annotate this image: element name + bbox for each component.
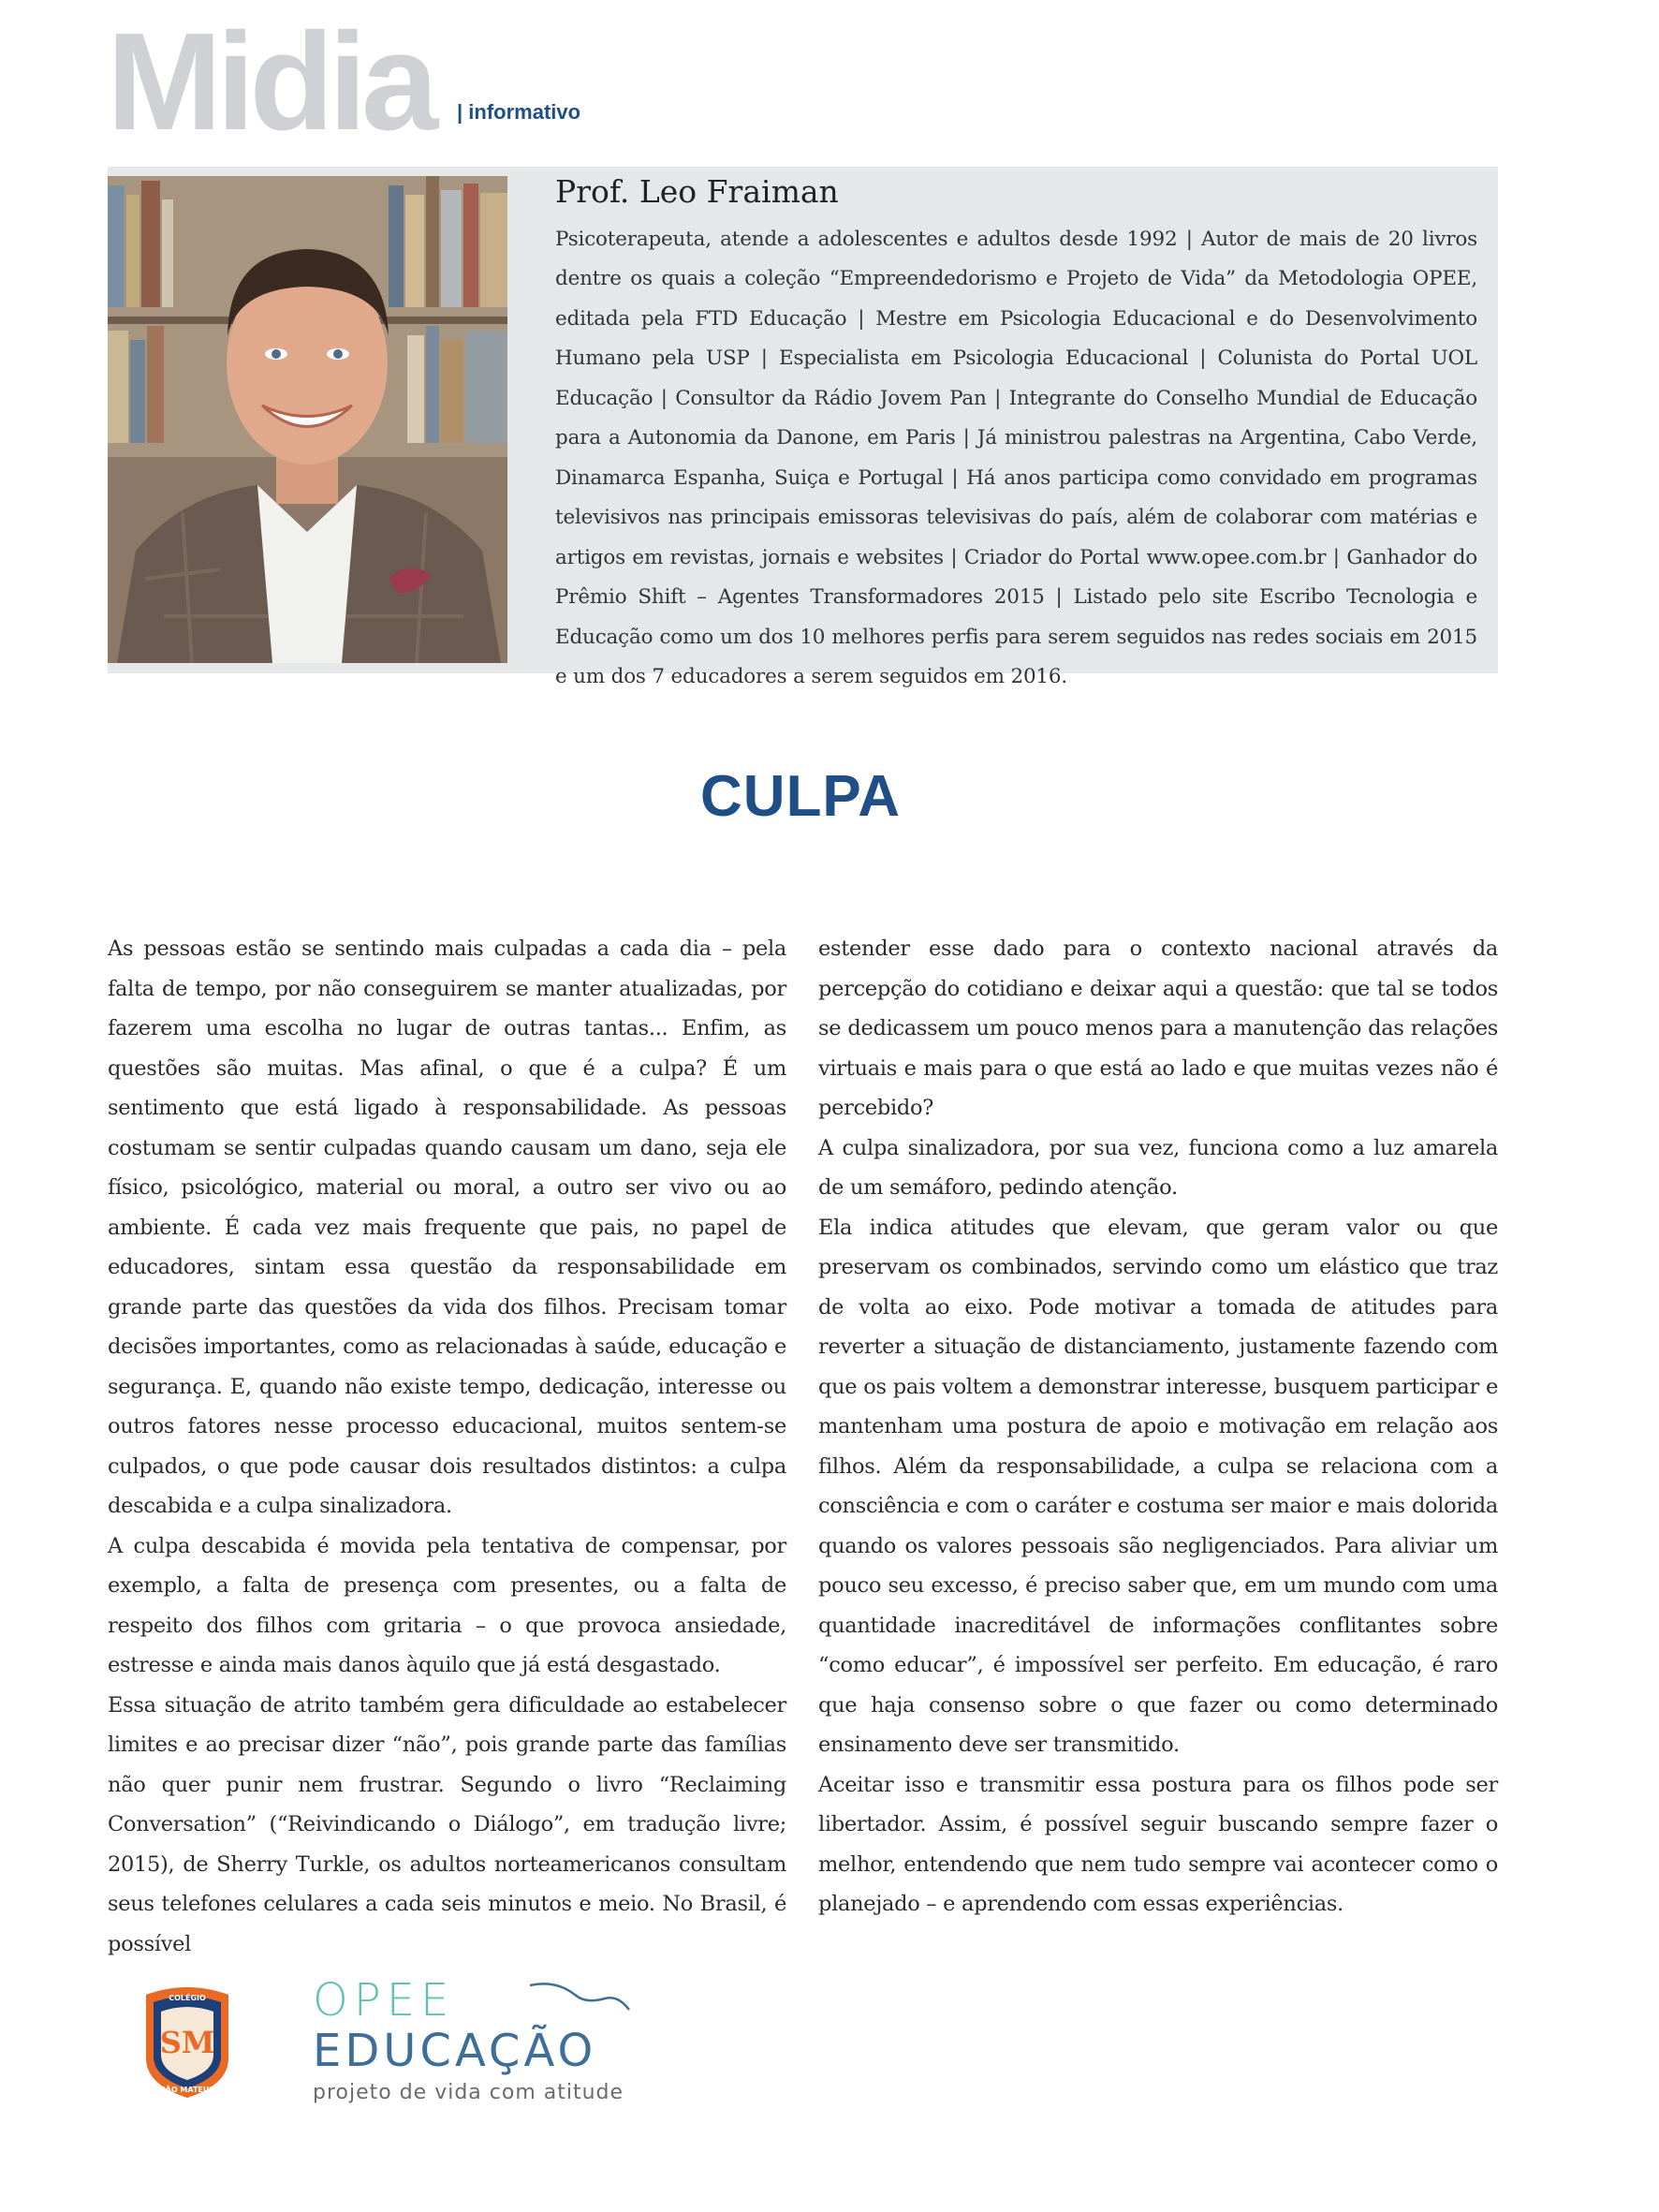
opee-logo-line1: OPEE: [313, 1974, 455, 2027]
svg-text:SÃO MATEUS: SÃO MATEUS: [159, 2086, 215, 2094]
author-name: Prof. Leo Fraiman: [555, 173, 839, 210]
opee-educacao-logo: [313, 1974, 631, 2115]
school-crest-logo: [139, 1983, 236, 2100]
masthead-tag: | informativo: [457, 100, 581, 124]
svg-text:COLÉGIO: COLÉGIO: [169, 1994, 206, 2002]
opee-bird-icon: [528, 1978, 631, 2025]
author-bio-box: [108, 167, 1498, 689]
article-title: CULPA: [700, 764, 901, 829]
article-paragraph: Essa situação de atrito também gera dificuldade ao estabelecer limites e ao precisar dizer “não”, pois grande parte das famílias não quer punir nem frustrar. Segundo o livro “Reclaiming Conversation” (“Reivindicando o Diálogo”, em tradução livre; 2015), de Sherry Turkle, os adultos norteamericanos consultam seus telefones celulares a cada seis minutos e meio. No Brasil, é possível: [108, 1692, 786, 1956]
article-paragraph: estender esse dado para o contexto nacional através da percepção do cotidiano e deixar aqui a questão: que tal se todos se dedicassem um pouco menos para a manutenção das relações virtuais e mais para o que está ao lado e que muitas vezes não é percebido?: [818, 936, 1498, 1120]
svg-text:SM: SM: [159, 2025, 215, 2060]
opee-logo-tagline: projeto de vida com atitude: [313, 2081, 624, 2104]
article-paragraph: Aceitar isso e transmitir essa postura para os filhos pode ser libertador. Assim, é possível seguir buscando sempre fazer o melhor, entendendo que nem tudo sempre vai acontecer como o planejado – e aprendendo com essas experiências.: [818, 1772, 1498, 1916]
author-description: Psicoterapeuta, atende a adolescentes e adultos desde 1992 | Autor de mais de 20 livros dentre os quais a coleção “Empreendedorismo e Projeto de Vida” da Metodologia OPEE, editada pela FTD Educação | Mestre em Psicologia Educacional e do Desenvolvimento Humano pela USP | Especialista em Psicologia Educacional | Colunista do Portal UOL Educação | Consultor da Rádio Jovem Pan | Integrante do Conselho Mundial de Educação para a Autonomia da Danone, em Paris | Já ministrou palestras na Argentina, Cabo Verde, Dinamarca Espanha, Suiça e Portugal | Há anos participa como convidado em programas televisivos nas principais emissoras televisivas do país, além de colaborar com matérias e artigos em revistas, jornais e websites | Criador do Portal www.opee.com.br | Ganhador do Prêmio Shift – Agentes Transformadores 2015 | Listado pelo site Escribo Tecnologia e Educação como um dos 10 melhores perfis para serem seguidos nas redes sociais em 2015 e um dos 7 educadores a serem seguidos em 2016.: [555, 227, 1477, 689]
opee-logo-line2: EDUCAÇÃO: [313, 2025, 597, 2077]
author-photo: [108, 176, 507, 663]
article-paragraph: A culpa sinalizadora, por sua vez, funciona como a luz amarela de um semáforo, pedindo atenção.: [818, 1135, 1498, 1200]
masthead: [107, 13, 668, 133]
article-column-right: [818, 929, 1498, 1924]
article-paragraph: As pessoas estão se sentindo mais culpadas a cada dia – pela falta de tempo, por não conseguirem se manter atualizadas, por fazerem uma escolha no lugar de outras tantas... Enfim, as questões são muitas. Mas afinal, o que é a culpa? É um sentimento que está ligado à responsabilidade. As pessoas costumam se sentir culpadas quando causam um dano, seja ele físico, psicológico, material ou moral, a outro ser vivo ou ao ambiente. É cada vez mais frequente que pais, no papel de educadores, sintam essa questão da responsabilidade em grande parte das questões da vida dos filhos. Precisam tomar decisões importantes, como as relacionadas à saúde, educação e segurança. E, quando não existe tempo, dedicação, interesse ou outros fatores nesse processo educacional, muitos sentem-se culpados, o que pode causar dois resultados distintos: a culpa descabida e a culpa sinalizadora.: [108, 936, 786, 1518]
author-bio-text: [555, 172, 1477, 698]
masthead-title: Midia: [107, 13, 433, 133]
article-column-left: [108, 929, 786, 1964]
article-paragraph: Ela indica atitudes que elevam, que geram valor ou que preservam os combinados, servindo como um elástico que traz de volta ao eixo. Pode motivar a tomada de atitudes para reverter a situação de distanciamento, justamente fazendo com que os pais voltem a demonstrar interesse, busquem participar e mantenham uma postura de apoio e motivação em relação aos filhos. Além da responsabilidade, a culpa se relaciona com a consciência e com o caráter e costuma ser maior e mais dolorida quando os valores pessoais são negligenciados. Para aliviar um pouco seu excesso, é preciso saber que, em um mundo com uma quantidade inacreditável de informações conflitantes sobre “como educar”, é impossível ser perfeito. Em educação, é raro que haja consenso sobre o que fazer ou como determinado ensinamento deve ser transmitido.: [818, 1215, 1498, 1757]
article-paragraph: A culpa descabida é movida pela tentativa de compensar, por exemplo, a falta de presença com presentes, ou a falta de respeito dos filhos com gritaria – o que provoca ansiedade, estresse e ainda mais danos àquilo que já está desgastado.: [108, 1533, 786, 1677]
